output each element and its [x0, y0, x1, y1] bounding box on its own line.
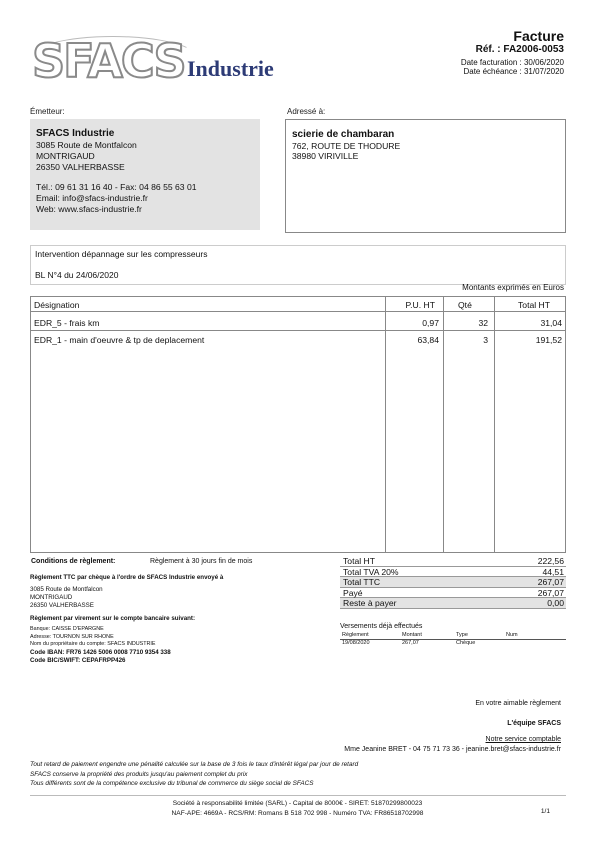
- payment-date: 19/08/2020: [342, 640, 370, 646]
- table-header: [31, 297, 565, 312]
- remaining-value: 0,00: [547, 598, 564, 608]
- recipient-label: Adressé à:: [287, 107, 326, 116]
- closing-team: L'équipe SFACS: [507, 720, 561, 727]
- bank-address: Adresse: TOURNON SUR RHONE: [30, 633, 114, 640]
- tva-value: 44,51: [542, 566, 564, 577]
- remaining-row: [340, 598, 566, 609]
- row1-unit-price: 0,97: [422, 318, 439, 328]
- emitter-box: [30, 119, 260, 230]
- legal-line1: Tout retard de paiement engendre une pénalité calculée sur la base de 3 fois le taux d'intérêt légal par jour de retard: [30, 761, 359, 768]
- emitter-address2: MONTRIGAUD: [36, 151, 95, 161]
- items-table: [30, 296, 566, 553]
- payment-row: [340, 640, 566, 648]
- column-divider: [494, 297, 495, 552]
- total-ht-value: 222,56: [537, 556, 564, 566]
- row2-unit-price: 63,84: [417, 335, 439, 345]
- footer-divider: [30, 795, 566, 796]
- paid-row: [340, 588, 566, 599]
- page-number: 1/1: [540, 808, 550, 815]
- bank-name: Banque: CAISSE D'EPARGNE: [30, 626, 104, 632]
- column-divider: [385, 297, 386, 552]
- legal-line3: Tous différents sont de la compétence exclusive du tribunal de commerce du siège social de SFACS: [30, 780, 314, 787]
- total-ttc-row: [340, 577, 566, 588]
- company-logo: [22, 32, 312, 88]
- total-ht-row: [340, 556, 566, 567]
- invoice-dates: [461, 58, 564, 76]
- intervention-description: Intervention dépannage sur les compresseurs: [35, 249, 208, 259]
- emitter-phone: Tél.: 09 61 31 16 40 - Fax: 04 86 55 63 01: [36, 182, 197, 192]
- conditions-label: Conditions de règlement:: [31, 558, 116, 565]
- footer-line2: NAF-APE: 4669A - RCS/RM: Romans B 518 702 998 - Numéro TVA: FR86518702998: [171, 809, 424, 817]
- transfer-title: Règlement par virement sur le compte bancaire suivant:: [30, 615, 196, 622]
- emitter-email: Email: info@sfacs-industrie.fr: [36, 193, 148, 203]
- payments-block: [340, 623, 566, 648]
- row1-designation: EDR_5 - frais km: [34, 318, 100, 328]
- recipient-address2: 38980 VIRIVILLE: [292, 151, 359, 161]
- currency-note: Montants exprimés en Euros: [462, 283, 564, 292]
- invoice-date: Date facturation : 30/06/2020: [460, 58, 564, 67]
- total-ht-label: Total HT: [343, 556, 375, 566]
- conditions-value: Règlement à 30 jours fin de mois: [150, 558, 253, 565]
- emitter-label: Émetteur:: [30, 107, 65, 116]
- payments-title: Versements déjà effectués: [340, 623, 423, 630]
- payments-header-montant: Montant: [402, 632, 422, 638]
- emitter-name: SFACS Industrie: [36, 128, 115, 139]
- intervention-box: [30, 245, 566, 285]
- total-ttc-value: 267,07: [537, 577, 564, 587]
- legal-notes: [30, 760, 358, 789]
- row2-designation: EDR_1 - main d'oeuvre & tp de deplacement: [34, 335, 205, 345]
- payment-amount: 267,07: [402, 640, 419, 646]
- footer: [0, 799, 595, 818]
- payments-header-num: Num: [506, 632, 518, 638]
- cheque-address3: 26350 VALHERBASSE: [30, 602, 94, 609]
- recipient-name: scierie de chambaran: [292, 129, 395, 140]
- payment-conditions: [30, 556, 330, 665]
- paid-value: 267,07: [537, 587, 564, 598]
- remaining-label: Reste à payer: [343, 598, 397, 608]
- emitter-web: Web: www.sfacs-industrie.fr: [36, 204, 142, 214]
- header-unit-price: P.U. HT: [405, 300, 435, 310]
- logo-subtitle: Industrie: [187, 56, 274, 81]
- recipient-address1: 762, ROUTE DE THODURE: [292, 141, 401, 151]
- payments-header-type: Type: [456, 632, 468, 638]
- recipient-box: [285, 119, 566, 233]
- payments-header-reglement: Règlement: [342, 632, 369, 638]
- tva-row: [340, 567, 566, 578]
- row2-total: 191,52: [535, 335, 562, 345]
- invoice-reference: Réf. : FA2006-0053: [475, 44, 564, 55]
- row1-quantity: 32: [478, 318, 488, 328]
- account-holder: Nom du propriétaire du compte: SFACS INDUSTRIE: [30, 641, 156, 647]
- row-divider: [31, 330, 565, 331]
- document-title: Facture: [513, 28, 564, 44]
- accounting-contact: Mme Jeanine BRET - 04 75 71 73 36 - jeanine.bret@sfacs-industrie.fr: [344, 746, 561, 753]
- iban: Code IBAN: FR76 1426 5006 0008 7710 9354 338: [30, 648, 171, 656]
- closing-greeting: En votre aimable règlement: [475, 700, 561, 707]
- closing-block: [344, 700, 561, 753]
- emitter-address1: 3085 Route de Montfalcon: [36, 140, 137, 150]
- cheque-address2: MONTRIGAUD: [30, 594, 73, 601]
- header-total: Total HT: [518, 300, 550, 310]
- totals-block: [340, 556, 566, 609]
- cheque-title: Règlement TTC par chèque à l'ordre de SFACS Industrie envoyé à: [30, 574, 224, 581]
- paid-label: Payé: [343, 587, 363, 598]
- cheque-address1: 3085 Route de Montfalcon: [30, 586, 103, 593]
- footer-line1: Société à responsabilité limitée (SARL) - Capital de 8000€ - SIRET: 51870299800023: [172, 800, 423, 807]
- due-date: Date échéance : 31/07/2020: [463, 67, 564, 76]
- total-ttc-label: Total TTC: [343, 577, 381, 587]
- payments-header: [340, 632, 566, 640]
- row1-total: 31,04: [540, 318, 562, 328]
- delivery-note: BL N°4 du 24/06/2020: [35, 270, 119, 280]
- accounting-service: Notre service comptable: [485, 736, 561, 743]
- tva-label: Total TVA 20%: [343, 566, 399, 577]
- column-divider: [443, 297, 444, 552]
- legal-line2: SFACS conserve la propriété des produits jusqu'au paiement complet du prix: [30, 770, 248, 778]
- payment-type: Chèque: [456, 640, 476, 646]
- logo-text: SFACS: [32, 34, 185, 88]
- header-designation: Désignation: [34, 300, 80, 310]
- emitter-address3: 26350 VALHERBASSE: [36, 162, 125, 172]
- bic: Code BIC/SWIFT: CEPAFRPP426: [30, 656, 126, 664]
- row2-quantity: 3: [483, 335, 488, 345]
- header-quantity: Qté: [458, 300, 472, 310]
